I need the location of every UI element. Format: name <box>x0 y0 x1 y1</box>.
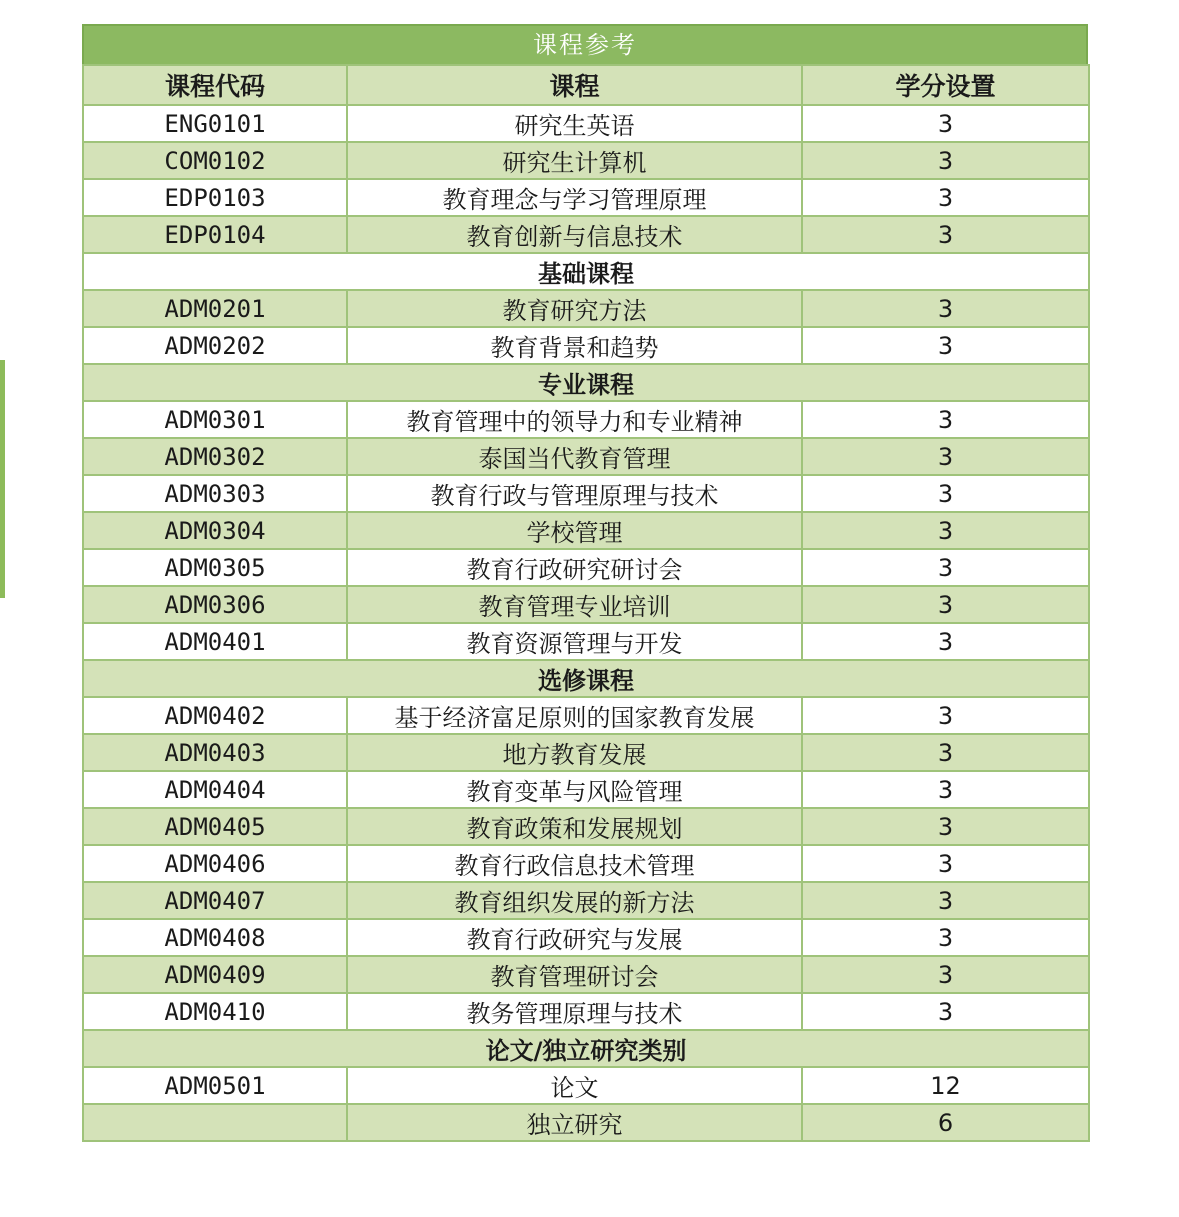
course-name: 教育研究方法 <box>347 290 802 327</box>
left-edge-accent <box>0 360 5 598</box>
course-code: ADM0501 <box>83 1067 347 1104</box>
course-credits: 3 <box>802 845 1089 882</box>
course-credits: 12 <box>802 1067 1089 1104</box>
course-credits: 3 <box>802 179 1089 216</box>
course-name: 教育资源管理与开发 <box>347 623 802 660</box>
course-credits: 3 <box>802 734 1089 771</box>
course-code: ADM0202 <box>83 327 347 364</box>
table-row <box>83 623 1089 660</box>
course-credits: 6 <box>802 1104 1089 1141</box>
course-credits: 3 <box>802 771 1089 808</box>
course-name: 研究生计算机 <box>347 142 802 179</box>
table-row <box>83 771 1089 808</box>
course-code: ADM0404 <box>83 771 347 808</box>
table-row <box>83 919 1089 956</box>
course-credits: 3 <box>802 216 1089 253</box>
course-credits: 3 <box>802 142 1089 179</box>
course-credits: 3 <box>802 401 1089 438</box>
table-row <box>83 438 1089 475</box>
course-name: 教育行政研究与发展 <box>347 919 802 956</box>
course-code: EDP0104 <box>83 216 347 253</box>
table-row <box>83 697 1089 734</box>
section-row <box>83 660 1089 697</box>
table-row <box>83 290 1089 327</box>
course-name: 教育背景和趋势 <box>347 327 802 364</box>
course-code: ADM0302 <box>83 438 347 475</box>
course-name: 教育管理研讨会 <box>347 956 802 993</box>
table-row <box>83 327 1089 364</box>
section-title: 基础课程 <box>83 253 1089 290</box>
header-course: 课程 <box>347 65 802 105</box>
course-code: ADM0409 <box>83 956 347 993</box>
table-row <box>83 549 1089 586</box>
course-code: ADM0402 <box>83 697 347 734</box>
course-credits: 3 <box>802 919 1089 956</box>
table-row <box>83 512 1089 549</box>
course-table <box>82 64 1090 1142</box>
course-code: COM0102 <box>83 142 347 179</box>
course-code: EDP0103 <box>83 179 347 216</box>
course-code: ADM0305 <box>83 549 347 586</box>
course-credits: 3 <box>802 993 1089 1030</box>
course-name: 地方教育发展 <box>347 734 802 771</box>
header-row <box>83 65 1089 105</box>
course-name: 教育政策和发展规划 <box>347 808 802 845</box>
course-credits: 3 <box>802 697 1089 734</box>
course-code: ENG0101 <box>83 105 347 142</box>
course-credits: 3 <box>802 475 1089 512</box>
course-code: ADM0410 <box>83 993 347 1030</box>
course-name: 教育组织发展的新方法 <box>347 882 802 919</box>
course-name: 教育行政与管理原理与技术 <box>347 475 802 512</box>
section-title: 专业课程 <box>83 364 1089 401</box>
course-name: 研究生英语 <box>347 105 802 142</box>
course-reference-sheet <box>82 24 1088 1142</box>
table-row <box>83 808 1089 845</box>
course-code: ADM0405 <box>83 808 347 845</box>
course-code: ADM0201 <box>83 290 347 327</box>
table-row <box>83 142 1089 179</box>
table-row <box>83 1104 1089 1141</box>
course-code: ADM0306 <box>83 586 347 623</box>
course-credits: 3 <box>802 290 1089 327</box>
section-row <box>83 364 1089 401</box>
section-row <box>83 1030 1089 1067</box>
table-row <box>83 1067 1089 1104</box>
course-code: ADM0403 <box>83 734 347 771</box>
course-credits: 3 <box>802 956 1089 993</box>
table-row <box>83 734 1089 771</box>
course-credits: 3 <box>802 105 1089 142</box>
course-code: ADM0407 <box>83 882 347 919</box>
course-name: 教育行政信息技术管理 <box>347 845 802 882</box>
course-code <box>83 1104 347 1141</box>
course-credits: 3 <box>802 327 1089 364</box>
course-code: ADM0408 <box>83 919 347 956</box>
course-code: ADM0304 <box>83 512 347 549</box>
header-code: 课程代码 <box>83 65 347 105</box>
course-credits: 3 <box>802 586 1089 623</box>
table-row <box>83 475 1089 512</box>
course-name: 教育变革与风险管理 <box>347 771 802 808</box>
table-row <box>83 216 1089 253</box>
table-row <box>83 401 1089 438</box>
section-title: 论文/独立研究类别 <box>83 1030 1089 1067</box>
course-credits: 3 <box>802 623 1089 660</box>
course-name: 教育管理中的领导力和专业精神 <box>347 401 802 438</box>
course-credits: 3 <box>802 512 1089 549</box>
course-name: 教育理念与学习管理原理 <box>347 179 802 216</box>
table-body <box>83 105 1089 1141</box>
course-code: ADM0303 <box>83 475 347 512</box>
table-title: 课程参考 <box>82 24 1088 64</box>
course-code: ADM0301 <box>83 401 347 438</box>
course-name: 泰国当代教育管理 <box>347 438 802 475</box>
course-credits: 3 <box>802 438 1089 475</box>
table-row <box>83 956 1089 993</box>
course-name: 教育管理专业培训 <box>347 586 802 623</box>
course-code: ADM0406 <box>83 845 347 882</box>
course-credits: 3 <box>802 549 1089 586</box>
table-row <box>83 845 1089 882</box>
section-title: 选修课程 <box>83 660 1089 697</box>
course-name: 论文 <box>347 1067 802 1104</box>
table-row <box>83 993 1089 1030</box>
course-code: ADM0401 <box>83 623 347 660</box>
table-row <box>83 586 1089 623</box>
section-row <box>83 253 1089 290</box>
course-name: 教育创新与信息技术 <box>347 216 802 253</box>
course-name: 教务管理原理与技术 <box>347 993 802 1030</box>
course-name: 教育行政研究研讨会 <box>347 549 802 586</box>
table-row <box>83 105 1089 142</box>
table-row <box>83 179 1089 216</box>
course-credits: 3 <box>802 808 1089 845</box>
course-credits: 3 <box>802 882 1089 919</box>
table-row <box>83 882 1089 919</box>
course-name: 学校管理 <box>347 512 802 549</box>
header-credits: 学分设置 <box>802 65 1089 105</box>
course-name: 独立研究 <box>347 1104 802 1141</box>
course-name: 基于经济富足原则的国家教育发展 <box>347 697 802 734</box>
